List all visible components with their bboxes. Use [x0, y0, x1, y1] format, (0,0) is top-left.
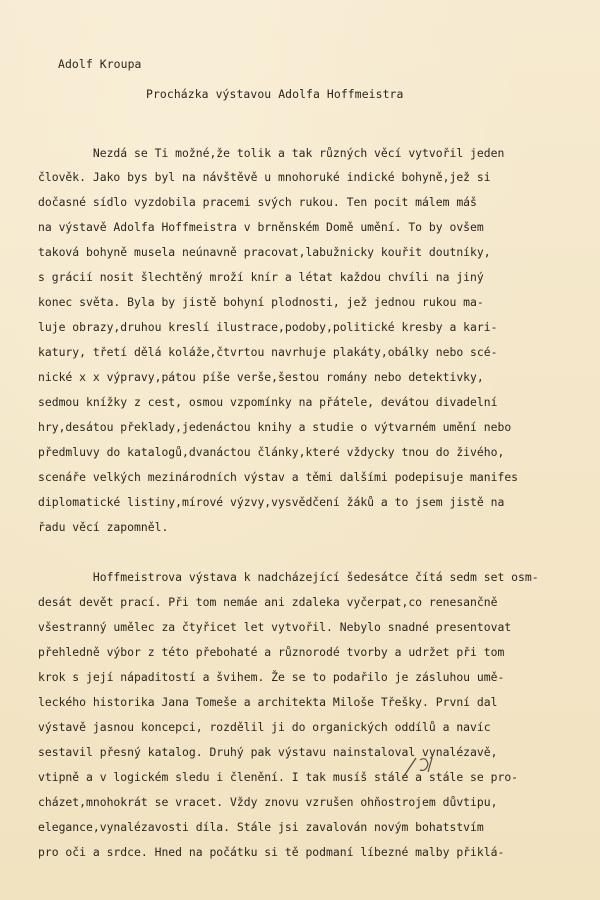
text-line: katury, třetí dělá koláže,čtvrtou navrhuje plakáty,obálky nebo scé-	[38, 345, 498, 359]
text-line: člověk. Jako bys byl na návštěvě u mnohoruké indické bohyně,jež si	[38, 170, 491, 184]
text-line: nické x x výpravy,pátou píše verše,šestou romány nebo detektivky,	[38, 370, 484, 384]
text-line: konec světa. Byla by jistě bohyní plodnosti, jež jednou rukou ma-	[38, 295, 484, 309]
text-line: elegance,vynalézavosti díla. Stále jsi zavalován novým bohatstvím	[38, 820, 484, 834]
text-line: řadu věcí zapomněl.	[38, 520, 169, 534]
text-line: sestavil přesný katalog. Druhý pak výstavu nainstaloval vynalézavě,	[38, 745, 498, 759]
text-line: všestranný umělec za čtyřicet let vytvořil. Nebylo snadné presentovat	[38, 620, 512, 634]
text-line: dočasné sídlo vyzdobila pracemi svých rukou. Ten pocit málem máš	[38, 195, 477, 209]
author-name: Adolf Kroupa	[58, 57, 142, 71]
text-line: hry,desátou překlady,jedenáctou knihy a studie o výtvarném umění nebo	[38, 420, 512, 434]
text-line: luje obrazy,druhou kreslí ilustrace,podoby,politické kresby a kari-	[38, 320, 498, 334]
text-line: cházet,mnohokrát se vracet. Vždy znovu vzrušen ohňostrojem důvtipu,	[38, 795, 498, 809]
text-line: výstavě jasnou koncepci, rozdělil ji do organických oddílů a navíc	[38, 720, 491, 734]
text-line: předmluvy do katalogů,dvanáctou články,které vždycky tnou do živého,	[38, 445, 505, 459]
text-line: sedmou knížky z cest, osmou vzpomínky na přátele, devátou divadelní	[38, 395, 498, 409]
text-line: diplomatické listiny,mírové výzvy,vysvědčení žáků a to jsem jistě na	[38, 495, 505, 509]
text-line: s grácií nosit šlechtěný mroží knír a létat každou chvíli na jiný	[38, 270, 484, 284]
text-line: leckého historika Jana Tomeše a architekta Miloše Třešky. První dal	[38, 695, 498, 709]
text-line: scenáře velkých mezinárodních výstav a těmi dalšími podepisuje manifes	[38, 470, 519, 484]
text-line: desát devět prací. Při tom nemáe ani zdaleka vyčerpat,co renesančně	[38, 595, 498, 609]
article-title: Procházka výstavou Adolfa Hoffmeistra	[146, 87, 404, 101]
text-line: Hoffmeistrova výstava k nadcházející šedesátce čítá sedm set osm-	[38, 570, 539, 584]
text-line: přehledně výbor z této přebohaté a různorodé tvorby a udržet při tom	[38, 645, 505, 659]
text-line: krok s její nápaditostí a švihem. Že se to podařilo je zásluhou umě-	[38, 670, 505, 684]
text-line: Nezdá se Ti možné,že tolik a tak různých věcí vytvořil jeden	[38, 146, 505, 160]
text-line: pro oči a srdce. Hned na počátku si tě podmaní líbezné malby přiklá-	[38, 845, 505, 859]
text-line: vtipně a v logickém sledu i členění. I tak musíš stále a stále se pro-	[38, 770, 519, 784]
text-line: na výstavě Adolfa Hoffmeistra v brněnském Domě umění. To by ovšem	[38, 220, 484, 234]
text-line: taková bohyně musela neúnavně pracovat,labužnicky kouřit doutníky,	[38, 245, 491, 259]
handwritten-correction-mark	[398, 756, 458, 780]
